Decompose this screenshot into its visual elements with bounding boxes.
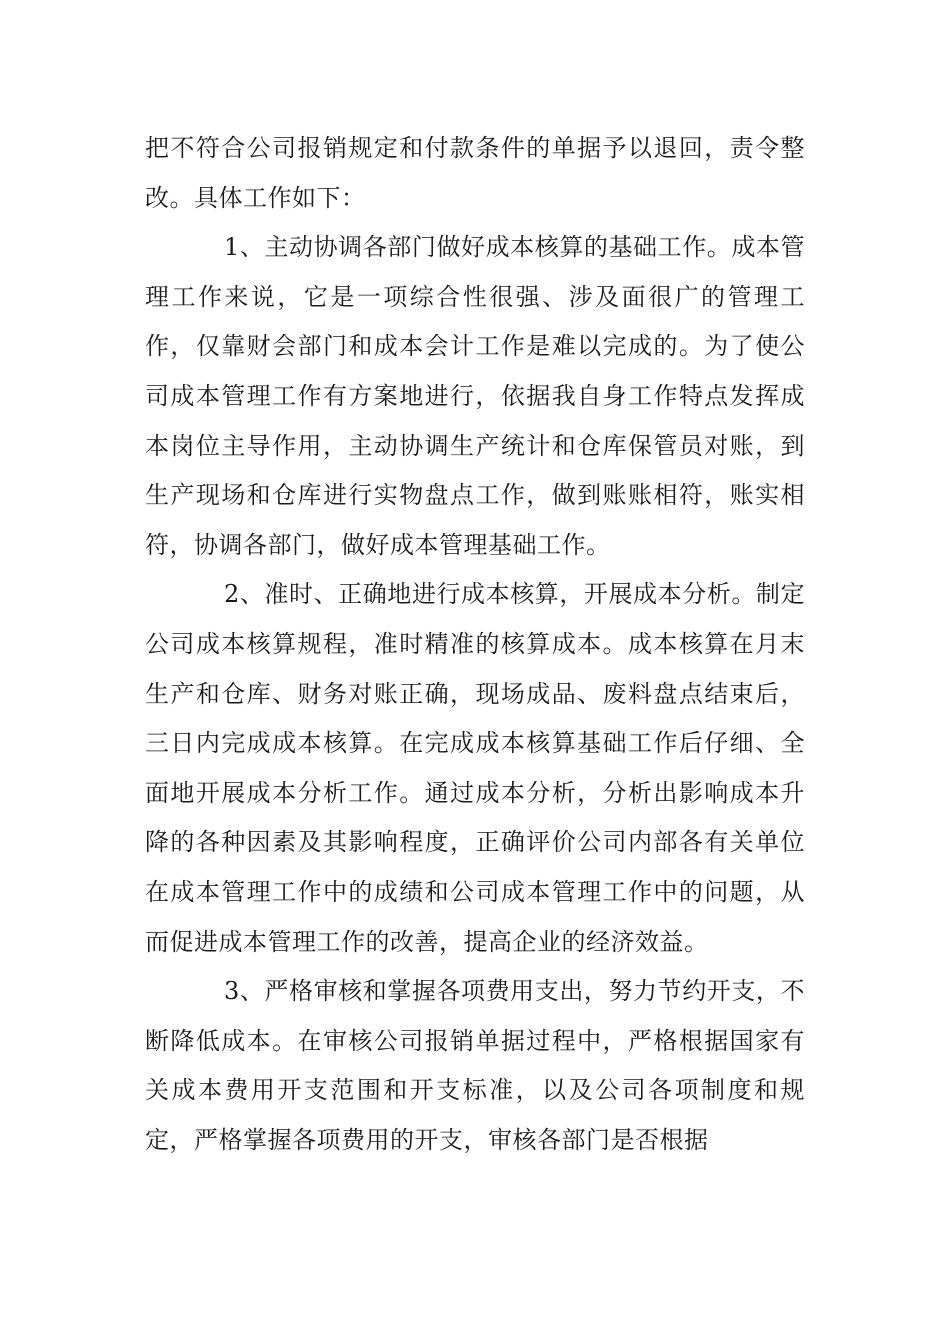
paragraph-item-2: 2、准时、正确地进行成本核算，开展成本分析。制定公司成本核算规程，准时精准的核算成本。成本核算在月末生产和仓库、财务对账正确，现场成品、废料盘点结束后，三日内完成成本核算。在完成成本核算基础工作后仔细、全面地开展成本分析工作。通过成本分析，分析出影响成本升降的各种因素及其影响程度，正确评价公司内部各有关单位在成本管理工作中的成绩和公司成本管理工作中的问题，从而促进成本管理工作的改善，提高企业的经济效益。 bbox=[145, 580, 805, 956]
paragraph-item-3: 3、严格审核和掌握各项费用支出，努力节约开支，不断降低成本。在审核公司报销单据过程中，严格根据国家有关成本费用开支范围和开支标准，以及公司各项制度和规定，严格掌握各项费用的开支，审核各部门是否根据 bbox=[145, 977, 805, 1154]
body-text bbox=[145, 124, 805, 1165]
paragraph-continuation: 把不符合公司报销规定和付款条件的单据予以退回，责令整改。具体工作如下： bbox=[145, 134, 805, 212]
paragraph-item-1: 1、主动协调各部门做好成本核算的基础工作。成本管理工作来说，它是一项综合性很强、涉及面很广的管理工作，仅靠财会部门和成本会计工作是难以完成的。为了使公司成本管理工作有方案地进行，依据我自身工作特点发挥成本岗位主导作用，主动协调生产统计和仓库保管员对账，到生产现场和仓库进行实物盘点工作，做到账账相符，账实相符，协调各部门，做好成本管理基础工作。 bbox=[145, 233, 805, 559]
